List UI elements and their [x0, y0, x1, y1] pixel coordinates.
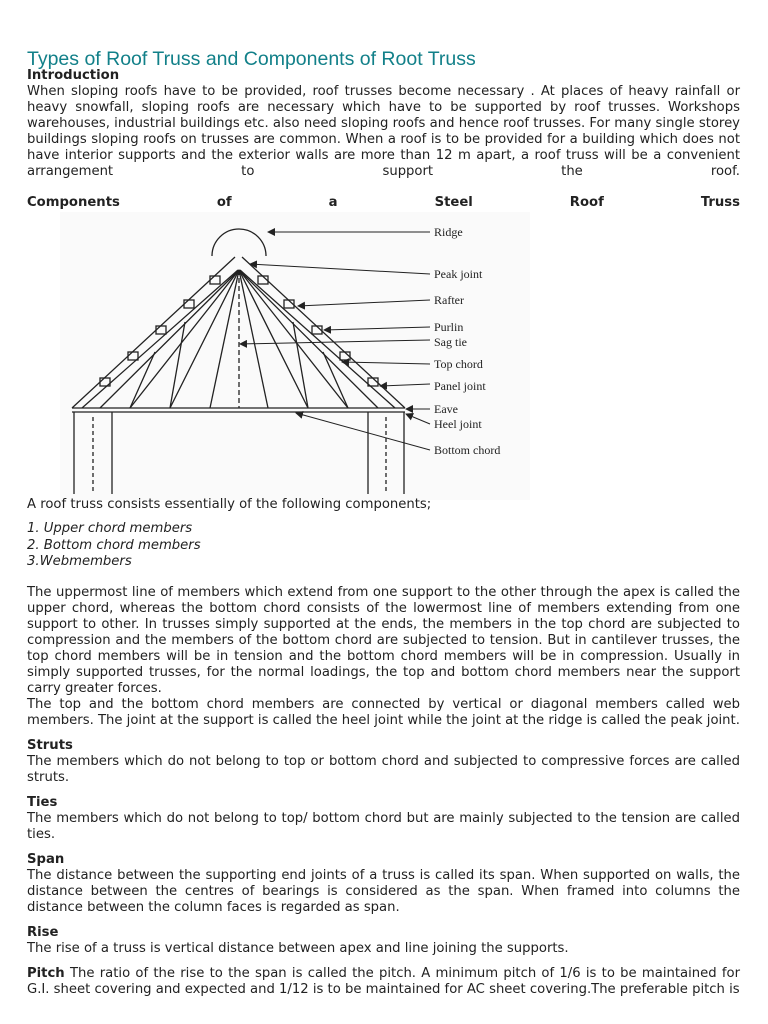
- pitch-paragraph: [27, 966, 740, 998]
- chord-paragraph: The uppermost line of members which extend from one support to the other through the apex is called the upper chord, whereas the bottom chord consists of the lowermost line of members extending from one support to other. In trusses simply supported at the ends, the members in the top chord are subjected to compression and the members of the bottom chord are subjected to tension. But in cantilever trusses, the top chord members will be in tension and the bottom chord members will be in compression. Usually in simply supported trusses, for the normal loadings, the top and bottom chord members near the support carry greater forces.: [27, 585, 740, 696]
- rise-heading: Rise: [27, 925, 59, 940]
- span-paragraph: The distance between the supporting end joints of a truss is called its span. When supported on walls, the distance between the centres of bearings is considered as the span. When framed into columns the distance between the column faces is regarded as span.: [27, 868, 740, 915]
- rise-paragraph: The rise of a truss is vertical distance between apex and line joining the supports.: [27, 941, 569, 956]
- span-heading: Span: [27, 852, 65, 867]
- label-purlin: Purlin: [434, 320, 464, 334]
- components-intro: A roof truss consists essentially of the following components;: [27, 497, 432, 512]
- struts-paragraph: The members which do not belong to top or bottom chord and subjected to compressive forces are called struts.: [27, 754, 740, 785]
- components-word: of: [216, 195, 232, 210]
- roof-truss-figure: [60, 212, 530, 500]
- components-word: a: [328, 195, 338, 210]
- list-item: 1. Upper chord members: [27, 521, 193, 536]
- label-rafter: Rafter: [434, 293, 464, 307]
- page-title: Types of Roof Truss and Components of Root Truss: [27, 48, 476, 70]
- label-heel-joint: Heel joint: [434, 417, 482, 431]
- components-heading: [27, 195, 740, 211]
- label-peak-joint: Peak joint: [434, 267, 483, 281]
- list-item: 3.Webmembers: [27, 554, 132, 569]
- label-bottom-chord: Bottom chord: [434, 443, 501, 457]
- label-sag-tie: Sag tie: [434, 335, 467, 349]
- label-panel-joint: Panel joint: [434, 379, 486, 393]
- components-list: [27, 521, 201, 571]
- intro-heading: Introduction: [27, 68, 120, 83]
- components-word: Truss: [700, 195, 740, 210]
- list-item: 2. Bottom chord members: [27, 537, 201, 553]
- label-ridge: Ridge: [434, 225, 463, 239]
- web-members-paragraph: The top and the bottom chord members are connected by vertical or diagonal members called web members. The joint at the support is called the heel joint while the joint at the ridge is called the peak joint.: [27, 697, 740, 728]
- struts-heading: Struts: [27, 738, 73, 753]
- components-word: Components: [27, 195, 120, 210]
- components-word: Steel: [434, 195, 473, 210]
- label-top-chord: Top chord: [434, 357, 483, 371]
- ties-heading: Ties: [27, 795, 58, 810]
- label-eave: Eave: [434, 402, 458, 416]
- pitch-body: The ratio of the rise to the span is called the pitch. A minimum pitch of 1/6 is to be maintained for G.I. sheet covering and expected and 1/12 is to be maintained for AC sheet covering.The preferable pitch is: [27, 966, 740, 997]
- ties-paragraph: The members which do not belong to top/ bottom chord but are mainly subjected to the tension are called ties.: [27, 811, 740, 842]
- roof-truss-diagram: [60, 212, 530, 500]
- components-word: Roof: [569, 195, 604, 210]
- pitch-heading: Pitch: [27, 966, 65, 981]
- intro-paragraph: When sloping roofs have to be provided, roof trusses become necessary . At places of heavy rainfall or heavy snowfall, sloping roofs are necessary which have to be supported by roof trusses. Workshops warehouses, industrial buildings etc. also need sloping roofs and hence roof trusses. For many single storey buildings sloping roofs on trusses are common. When a roof is to be provided for a building which does not have interior supports and the exterior walls are more than 12 m apart, a roof truss will be a convenient arrangement to support the roof.: [27, 84, 740, 179]
